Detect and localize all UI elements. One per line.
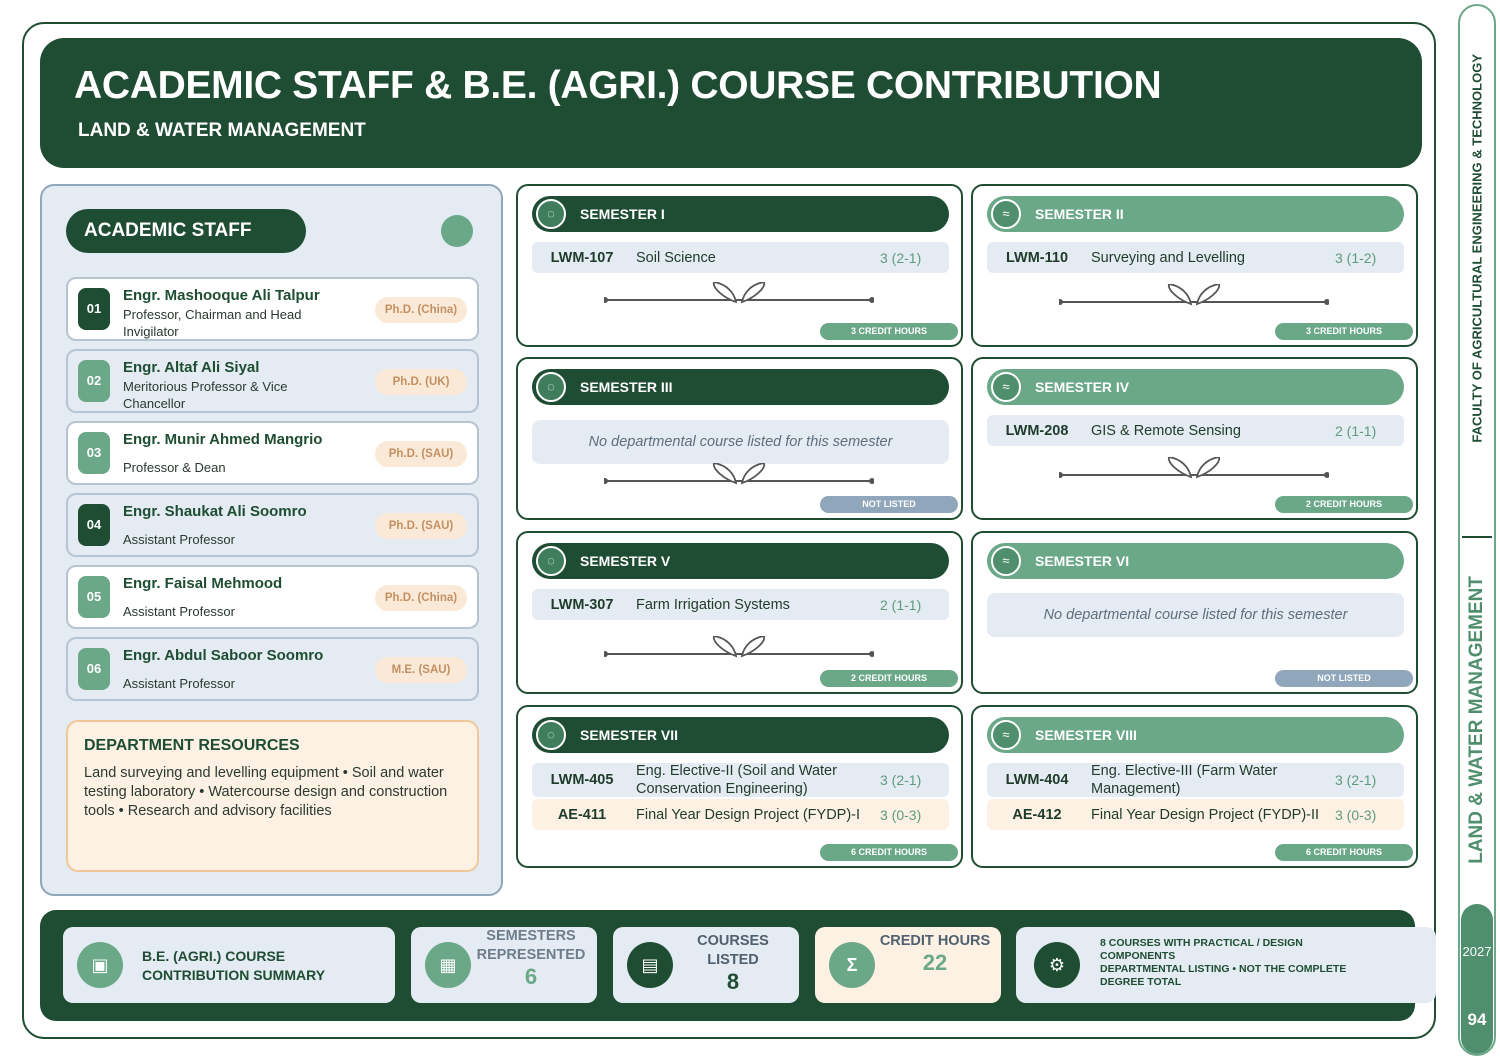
course-name: Eng. Elective-III (Farm Water Management)	[1091, 763, 1278, 797]
staff-card	[66, 493, 479, 557]
summary-bar	[40, 910, 1415, 1021]
semester-icon: ◌	[536, 199, 566, 229]
course-credit: 3 (2-1)	[1335, 772, 1377, 788]
staff-role: Professor, Chairman and Head Invigilator	[123, 307, 302, 339]
square-icon: ▣	[77, 942, 123, 988]
semester-card-1	[516, 184, 963, 347]
course-row	[987, 763, 1404, 797]
course-code: LWM-404	[1005, 772, 1069, 788]
summary-note	[1100, 937, 1370, 989]
academic-staff-panel	[40, 184, 503, 896]
staff-card	[66, 565, 479, 629]
credit-stat-label: CREDIT HOURS	[879, 933, 991, 949]
leaf-divider-icon	[1059, 284, 1329, 314]
summary-note-line2: DEPARTMENTAL LISTING • NOT THE COMPLETE DEGREE TOTAL	[1100, 963, 1347, 988]
course-name: Surveying and Levelling	[1091, 250, 1245, 266]
semester-icon: ≈	[991, 372, 1021, 402]
semester-icon: ◌	[536, 720, 566, 750]
courses-stat-value: 8	[726, 969, 740, 994]
staff-role: Professor & Dean	[123, 460, 226, 475]
resources-title: DEPARTMENT RESOURCES	[84, 737, 300, 754]
semester-icon: ◌	[536, 546, 566, 576]
semester-header	[987, 369, 1404, 405]
credit-hours-badge: 2 CREDIT HOURS	[820, 670, 958, 687]
staff-degree-badge: Ph.D. (China)	[375, 585, 467, 611]
side-tab	[1458, 4, 1496, 1056]
course-code: LWM-307	[550, 597, 614, 613]
semester-header	[987, 717, 1404, 753]
staff-role: Assistant Professor	[123, 532, 235, 547]
department-resources-box	[66, 720, 479, 872]
semester-label: SEMESTER VI	[1035, 553, 1130, 569]
courses-stat-box	[613, 927, 799, 1003]
staff-role: Assistant Professor	[123, 604, 235, 619]
page-header	[40, 38, 1422, 168]
course-name: Final Year Design Project (FYDP)-I	[636, 807, 861, 823]
semesters-stat-value: 6	[524, 964, 538, 989]
course-credit: 3 (1-2)	[1335, 250, 1377, 266]
semester-header	[532, 543, 949, 579]
semester-card-4	[971, 357, 1418, 520]
resources-text: Land surveying and levelling equipment • Soil and water testing laboratory • Watercourse design and construction tools • Research and advisory facilities	[84, 765, 448, 819]
course-row	[987, 415, 1404, 446]
staff-name: Engr. Faisal Mehmood	[123, 575, 283, 592]
summary-note-line1: 8 COURSES WITH PRACTICAL / DESIGN COMPONENTS	[1100, 937, 1303, 962]
courses-stat-label: COURSES LISTED	[697, 933, 769, 968]
course-row	[987, 242, 1404, 273]
no-course-message: No departmental course listed for this semester	[987, 593, 1404, 637]
leaf-divider-icon	[604, 636, 874, 666]
leaf-divider-icon	[604, 282, 874, 312]
year-label: 2027	[1462, 944, 1492, 959]
semester-icon: ◌	[536, 372, 566, 402]
course-credit: 2 (1-1)	[1335, 423, 1377, 439]
staff-degree-badge: Ph.D. (China)	[375, 297, 467, 323]
semester-header	[532, 196, 949, 232]
staff-number: 03	[78, 432, 110, 474]
list-icon: ▤	[627, 942, 673, 988]
semester-label: SEMESTER I	[580, 206, 665, 222]
course-name: GIS & Remote Sensing	[1091, 423, 1241, 439]
course-row	[532, 799, 949, 830]
staff-card	[66, 277, 479, 341]
course-code: LWM-405	[550, 772, 614, 788]
course-code: LWM-208	[1005, 423, 1069, 439]
course-row	[532, 589, 949, 620]
credit-stat-box	[815, 927, 1001, 1003]
staff-role: Meritorious Professor & Vice Chancellor	[123, 379, 288, 411]
semester-card-3	[516, 357, 963, 520]
semesters-stat	[471, 927, 591, 989]
course-credit: 3 (0-3)	[1335, 807, 1377, 823]
semester-label: SEMESTER VII	[580, 727, 679, 743]
staff-panel-title: ACADEMIC STAFF	[66, 209, 306, 253]
course-row	[532, 242, 949, 273]
course-credit: 2 (1-1)	[880, 597, 922, 613]
staff-number: 05	[78, 576, 110, 618]
course-name: Farm Irrigation Systems	[636, 597, 790, 613]
staff-name: Engr. Munir Ahmed Mangrio	[123, 431, 323, 448]
course-code: LWM-107	[550, 250, 614, 266]
semester-icon: ≈	[991, 199, 1021, 229]
course-credit: 3 (0-3)	[880, 807, 922, 823]
staff-degree-badge: Ph.D. (SAU)	[375, 513, 467, 539]
staff-number: 06	[78, 648, 110, 690]
staff-name: Engr. Abdul Saboor Soomro	[123, 647, 324, 664]
credit-hours-badge: 3 CREDIT HOURS	[820, 323, 958, 340]
page-subtitle: LAND & WATER MANAGEMENT	[78, 120, 366, 141]
course-code: AE-412	[1012, 807, 1062, 823]
side-divider	[1462, 536, 1492, 538]
course-row	[987, 799, 1404, 830]
semesters-stat-box	[411, 927, 597, 1003]
semester-label: SEMESTER III	[580, 379, 673, 395]
staff-degree-badge: Ph.D. (UK)	[375, 369, 467, 395]
semester-card-6	[971, 531, 1418, 694]
faculty-vertical-label: FACULTY OF AGRICULTURAL ENGINEERING & TECHNOLOGY	[1469, 54, 1485, 443]
sigma-icon: Σ	[829, 942, 875, 988]
department-vertical-label: LAND & WATER MANAGEMENT	[1466, 576, 1487, 864]
credit-hours-badge: 2 CREDIT HOURS	[1275, 496, 1413, 513]
credit-hours-badge: 6 CREDIT HOURS	[820, 844, 958, 861]
page-title: ACADEMIC STAFF & B.E. (AGRI.) COURSE CONTRIBUTION	[74, 64, 1162, 107]
decor-dot-icon	[441, 215, 473, 247]
summary-title-box	[63, 927, 395, 1003]
semester-icon: ≈	[991, 546, 1021, 576]
not-listed-badge: NOT LISTED	[1275, 670, 1413, 687]
courses-stat	[673, 932, 793, 994]
grid-icon: ▦	[425, 942, 471, 988]
course-name: Eng. Elective-II (Soil and Water Conservation Engineering)	[636, 763, 837, 797]
page-number: 94	[1467, 1010, 1487, 1029]
course-credit: 3 (2-1)	[880, 250, 922, 266]
leaf-divider-icon	[1059, 457, 1329, 487]
course-credit: 3 (2-1)	[880, 772, 922, 788]
semester-header	[987, 543, 1404, 579]
staff-card	[66, 421, 479, 485]
semester-header	[532, 369, 949, 405]
staff-name: Engr. Altaf Ali Siyal	[123, 359, 260, 376]
staff-card	[66, 637, 479, 701]
summary-title: B.E. (AGRI.) COURSE CONTRIBUTION SUMMARY	[142, 948, 326, 983]
staff-card	[66, 349, 479, 413]
no-course-message: No departmental course listed for this semester	[532, 420, 949, 464]
course-code: AE-411	[557, 807, 607, 823]
staff-name: Engr. Mashooque Ali Talpur	[123, 287, 320, 304]
credit-hours-badge: 3 CREDIT HOURS	[1275, 323, 1413, 340]
staff-name: Engr. Shaukat Ali Soomro	[123, 503, 307, 520]
semesters-stat-label: SEMESTERS REPRESENTED	[476, 928, 586, 963]
semester-header	[532, 717, 949, 753]
semester-label: SEMESTER VIII	[1035, 727, 1137, 743]
semester-label: SEMESTER IV	[1035, 379, 1130, 395]
semester-card-5	[516, 531, 963, 694]
semester-label: SEMESTER V	[580, 553, 671, 569]
course-code: LWM-110	[1005, 250, 1069, 266]
course-row	[532, 763, 949, 797]
credit-stat-value: 22	[922, 950, 948, 975]
course-name: Soil Science	[636, 250, 716, 266]
not-listed-badge: NOT LISTED	[820, 496, 958, 513]
semester-icon: ≈	[991, 720, 1021, 750]
semester-card-8	[971, 705, 1418, 868]
staff-number: 02	[78, 360, 110, 402]
summary-note-box	[1016, 927, 1436, 1003]
credit-hours-badge: 6 CREDIT HOURS	[1275, 844, 1413, 861]
page-marker	[1461, 904, 1493, 1054]
semester-label: SEMESTER II	[1035, 206, 1124, 222]
staff-degree-badge: Ph.D. (SAU)	[375, 441, 467, 467]
semester-card-2	[971, 184, 1418, 347]
staff-number: 04	[78, 504, 110, 546]
gear-icon: ⚙	[1034, 942, 1080, 988]
staff-degree-badge: M.E. (SAU)	[375, 657, 467, 683]
leaf-divider-icon	[604, 463, 874, 493]
semester-header	[987, 196, 1404, 232]
credit-stat	[875, 932, 995, 975]
staff-role: Assistant Professor	[123, 676, 235, 691]
staff-number: 01	[78, 288, 110, 330]
semester-card-7	[516, 705, 963, 868]
course-name: Final Year Design Project (FYDP)-II	[1091, 807, 1320, 823]
